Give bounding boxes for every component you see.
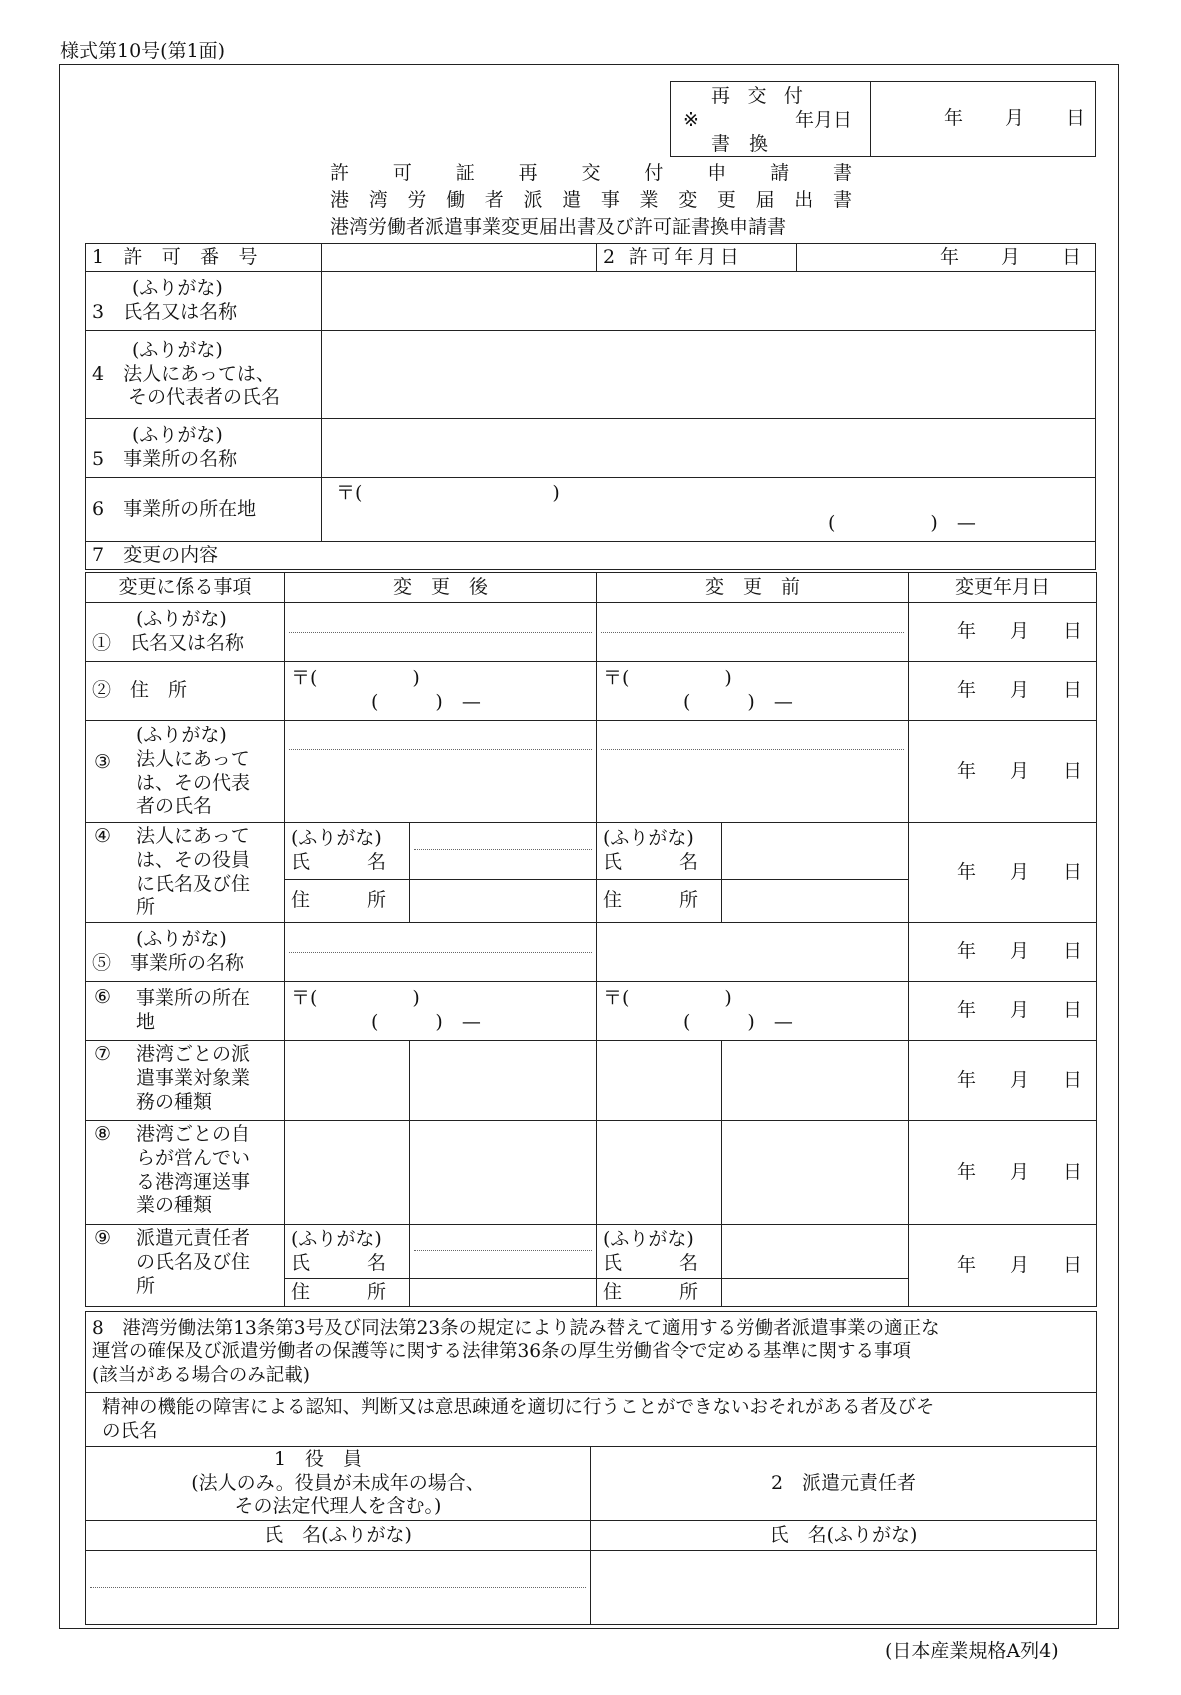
day-label: 日 bbox=[1063, 999, 1083, 1022]
item-7-label-1: 港湾ごとの派 bbox=[136, 1043, 251, 1065]
reissue-date[interactable] bbox=[871, 82, 1096, 157]
rep-label bbox=[86, 331, 322, 419]
month-label: 月 bbox=[1010, 860, 1030, 883]
office-name-label-text: 5 事業所の名称 bbox=[92, 448, 238, 470]
section-8-line-1: 8 港湾労働法第13条第3号及び同法第23条の規定により読み替えて適用する労働者派遣事業の適正な bbox=[92, 1318, 940, 1340]
item-9-after-name-label bbox=[285, 1225, 410, 1279]
name-label: 氏 名 bbox=[291, 1251, 387, 1274]
office-name-field[interactable] bbox=[322, 419, 1096, 478]
item-7-before-2[interactable] bbox=[722, 1041, 909, 1121]
item-8-label-1: 港湾ごとの自 bbox=[136, 1123, 251, 1145]
item-9 bbox=[86, 1225, 285, 1307]
item-5-after[interactable] bbox=[285, 923, 597, 982]
item-8-before-2[interactable] bbox=[722, 1121, 909, 1225]
reissue-label-3: 書 換 bbox=[711, 133, 769, 155]
postal-code: 〒( ) bbox=[291, 667, 420, 690]
item-3-after[interactable] bbox=[285, 721, 597, 823]
year-label: 年 bbox=[956, 940, 976, 963]
name-label: 氏 名 bbox=[291, 851, 387, 873]
item-4-after-name-label bbox=[285, 823, 410, 880]
officer-name-field[interactable] bbox=[86, 1551, 591, 1625]
furigana-label: (ふりがな) bbox=[603, 827, 694, 850]
name-field[interactable] bbox=[322, 272, 1096, 331]
furigana-label: (ふりがな) bbox=[132, 277, 223, 300]
item-9-after-addr[interactable] bbox=[410, 1279, 597, 1307]
month-label: 月 bbox=[1010, 679, 1030, 702]
applicant-table bbox=[85, 243, 1096, 570]
item-4-number: ④ bbox=[94, 825, 112, 847]
col-after: 変 更 後 bbox=[285, 573, 597, 603]
furigana-label: (ふりがな) bbox=[136, 608, 227, 631]
postal-code: 〒( ) bbox=[603, 987, 732, 1010]
rep-field[interactable] bbox=[322, 331, 1096, 419]
item-7 bbox=[86, 1041, 285, 1121]
officers-title: 1 役 員 bbox=[273, 1447, 363, 1470]
item-5-label: ⑤ 事業所の名称 bbox=[92, 952, 245, 974]
item-7-date[interactable] bbox=[909, 1041, 1097, 1121]
item-9-after-addr-label: 住 所 bbox=[285, 1279, 410, 1307]
item-4-before-name[interactable] bbox=[722, 823, 909, 880]
item-3-label-2: は、その代表 bbox=[136, 771, 251, 794]
permit-date-field[interactable] bbox=[797, 244, 1096, 272]
item-8-date[interactable] bbox=[909, 1121, 1097, 1225]
phone-number: ( ) — bbox=[828, 511, 976, 534]
item-4-before-name-label bbox=[597, 823, 722, 880]
title-1: 許 可 証 再 交 付 申 請 書 bbox=[330, 162, 852, 184]
permit-date-label: 2 許可年月日 bbox=[597, 244, 797, 272]
day-label: 日 bbox=[1063, 620, 1083, 643]
item-2: ② 住 所 bbox=[86, 662, 285, 721]
item-8-after-1[interactable] bbox=[285, 1121, 410, 1225]
item-9-label-1: 派遣元責任者 bbox=[136, 1227, 251, 1249]
office-address-label: 6 事業所の所在地 bbox=[86, 478, 322, 542]
item-7-number: ⑦ bbox=[94, 1043, 112, 1065]
item-6-after[interactable] bbox=[285, 982, 597, 1041]
item-9-date[interactable] bbox=[909, 1225, 1097, 1307]
reissue-box bbox=[670, 81, 1096, 157]
title-block bbox=[330, 160, 852, 241]
day-label: 日 bbox=[1063, 940, 1083, 963]
item-5-before[interactable] bbox=[597, 923, 909, 982]
postal-code: 〒( ) bbox=[603, 667, 732, 690]
phone-number: ( ) — bbox=[683, 1011, 793, 1033]
item-9-before-addr-label: 住 所 bbox=[597, 1279, 722, 1307]
furigana-label: (ふりがな) bbox=[603, 1227, 694, 1250]
rep-label-1: 4 法人にあっては、 bbox=[92, 362, 275, 385]
permit-number-label: 1 許 可 番 号 bbox=[86, 244, 322, 272]
question-line-2: の氏名 bbox=[102, 1420, 158, 1442]
item-9-after-name[interactable] bbox=[410, 1225, 597, 1279]
furigana-label: (ふりがな) bbox=[132, 424, 223, 447]
item-6-label-1: 事業所の所在 bbox=[136, 987, 251, 1010]
furigana-label: (ふりがな) bbox=[136, 928, 227, 951]
item-4-label-1: 法人にあって bbox=[136, 825, 250, 847]
item-9-label-2: の氏名及び住 bbox=[136, 1250, 251, 1273]
question-line-1: 精神の機能の障害による認知、判断又は意思疎通を適切に行うことができないおそれがある者及びそ bbox=[102, 1397, 935, 1419]
officers-note-1: (法人のみ。役員が未成年の場合、 bbox=[191, 1471, 485, 1494]
col-item: 変更に係る事項 bbox=[86, 573, 285, 603]
item-3-before[interactable] bbox=[597, 721, 909, 823]
section-8-table bbox=[85, 1311, 1097, 1625]
day-label: 日 bbox=[1065, 107, 1085, 130]
day-label: 日 bbox=[1063, 860, 1083, 883]
item-7-before-1[interactable] bbox=[597, 1041, 722, 1121]
item-6-date[interactable] bbox=[909, 982, 1097, 1041]
item-8-label-4: 業の種類 bbox=[136, 1194, 213, 1217]
item-5 bbox=[86, 923, 285, 982]
month-label: 月 bbox=[1010, 1160, 1030, 1183]
office-name-label bbox=[86, 419, 322, 478]
footer-note: (日本産業規格A列4) bbox=[885, 1640, 1059, 1662]
office-address-field[interactable] bbox=[322, 478, 1096, 542]
day-label: 日 bbox=[1061, 245, 1081, 268]
year-label: 年 bbox=[956, 860, 976, 883]
item-4-after-addr-label: 住 所 bbox=[285, 880, 410, 923]
year-label: 年 bbox=[956, 1253, 976, 1276]
item-9-before-name[interactable] bbox=[722, 1225, 909, 1279]
item-1-after[interactable] bbox=[285, 603, 597, 662]
item-5-date[interactable] bbox=[909, 923, 1097, 982]
officers-header bbox=[86, 1447, 591, 1521]
item-7-label-3: 務の種類 bbox=[136, 1090, 213, 1113]
officer-name-header: 氏 名(ふりがな) bbox=[86, 1521, 591, 1551]
item-9-number: ⑨ bbox=[94, 1227, 112, 1249]
day-label: 日 bbox=[1063, 1253, 1083, 1276]
item-2-after[interactable] bbox=[285, 662, 597, 721]
name-label: 氏 名 bbox=[603, 1251, 699, 1274]
col-date: 変更年月日 bbox=[909, 573, 1097, 603]
officers-note-2: その法定代理人を含む。) bbox=[234, 1495, 442, 1518]
day-label: 日 bbox=[1063, 1068, 1083, 1091]
month-label: 月 bbox=[1010, 999, 1030, 1022]
change-section-label: 7 変更の内容 bbox=[86, 542, 1096, 570]
item-6-before[interactable] bbox=[597, 982, 909, 1041]
title-2: 港 湾 労 働 者 派 遣 事 業 変 更 届 出 書 bbox=[330, 189, 852, 211]
item-6-number: ⑥ bbox=[94, 986, 112, 1008]
item-8 bbox=[86, 1121, 285, 1225]
manager-name-field[interactable] bbox=[591, 1551, 1097, 1625]
item-4-label-2: は、その役員 bbox=[136, 848, 251, 871]
furigana-label: (ふりがな) bbox=[291, 827, 382, 850]
item-3-number: ③ bbox=[94, 751, 112, 773]
item-3-label-1: 法人にあって bbox=[136, 747, 250, 770]
section-8-line-2: 運営の確保及び派遣労働者の保護等に関する法律第36条の厚生労働省令で定める基準に関する事項 bbox=[92, 1341, 912, 1363]
rep-label-2: その代表者の氏名 bbox=[128, 386, 281, 409]
year-label: 年 bbox=[956, 1068, 976, 1091]
item-7-after-2[interactable] bbox=[410, 1041, 597, 1121]
item-4-before-addr[interactable] bbox=[722, 880, 909, 923]
month-label: 月 bbox=[1010, 759, 1030, 782]
month-label: 月 bbox=[1010, 940, 1030, 963]
item-1-date[interactable] bbox=[909, 603, 1097, 662]
year-label: 年 bbox=[956, 679, 976, 702]
item-8-label-2: らが営んでい bbox=[136, 1146, 251, 1169]
item-7-label-2: 遣事業対象業 bbox=[136, 1066, 251, 1089]
item-4-label-3: に氏名及び住 bbox=[136, 872, 251, 895]
reissue-label bbox=[671, 82, 871, 157]
section-8-line-3: (該当がある場合のみ記載) bbox=[92, 1364, 310, 1386]
manager-header: 2 派遣元責任者 bbox=[591, 1447, 1097, 1521]
item-8-after-2[interactable] bbox=[410, 1121, 597, 1225]
item-1-label: ① 氏名又は名称 bbox=[92, 632, 245, 654]
item-4-before-addr-label: 住 所 bbox=[597, 880, 722, 923]
form-id: 様式第10号(第1面) bbox=[60, 40, 226, 62]
year-label: 年 bbox=[956, 759, 976, 782]
reissue-label-1: 再 交 付 bbox=[711, 85, 809, 107]
day-label: 日 bbox=[1063, 759, 1083, 782]
year-label: 年 bbox=[956, 1160, 976, 1183]
day-label: 日 bbox=[1063, 679, 1083, 702]
furigana-label: (ふりがな) bbox=[291, 1227, 382, 1250]
year-label: 年 bbox=[956, 999, 976, 1022]
month-label: 月 bbox=[1010, 1068, 1030, 1091]
section-8-text bbox=[86, 1312, 1097, 1393]
item-4 bbox=[86, 823, 285, 923]
phone-number: ( ) — bbox=[683, 691, 793, 713]
postal-code: 〒( ) bbox=[291, 987, 420, 1010]
item-4-after-name[interactable] bbox=[410, 823, 597, 880]
phone-number: ( ) — bbox=[371, 691, 481, 713]
year-label: 年 bbox=[956, 620, 976, 643]
item-8-number: ⑧ bbox=[94, 1123, 112, 1145]
permit-number-field[interactable] bbox=[322, 244, 597, 272]
reissue-date-label: 年月日 bbox=[795, 109, 853, 131]
month-label: 月 bbox=[1000, 245, 1020, 268]
furigana-label: (ふりがな) bbox=[132, 338, 223, 361]
month-label: 月 bbox=[1010, 1253, 1030, 1276]
furigana-label: (ふりがな) bbox=[136, 724, 227, 746]
item-4-after-addr[interactable] bbox=[410, 880, 597, 923]
item-1 bbox=[86, 603, 285, 662]
name-label-text: 3 氏名又は名称 bbox=[92, 301, 238, 323]
postal-code: 〒( ) bbox=[336, 482, 560, 504]
section-8-question bbox=[86, 1393, 1097, 1447]
name-label bbox=[86, 272, 322, 331]
month-label: 月 bbox=[1004, 107, 1024, 130]
item-8-before-1[interactable] bbox=[597, 1121, 722, 1225]
manager-name-header: 氏 名(ふりがな) bbox=[591, 1521, 1097, 1551]
item-6 bbox=[86, 982, 285, 1041]
year-label: 年 bbox=[943, 107, 963, 130]
item-3-date[interactable] bbox=[909, 721, 1097, 823]
item-2-date[interactable] bbox=[909, 662, 1097, 721]
change-table bbox=[85, 572, 1097, 1307]
item-3 bbox=[86, 721, 285, 823]
item-9-before-name-label bbox=[597, 1225, 722, 1279]
name-label: 氏 名 bbox=[603, 851, 699, 873]
item-6-label-2: 地 bbox=[136, 1011, 156, 1033]
title-3: 港湾労働者派遣事業変更届出書及び許可証書換申請書 bbox=[330, 216, 787, 238]
phone-number: ( ) — bbox=[371, 1011, 481, 1033]
item-3-label-3: 者の氏名 bbox=[136, 795, 213, 818]
item-8-label-3: る港湾運送事 bbox=[136, 1170, 251, 1193]
item-9-before-addr[interactable] bbox=[722, 1279, 909, 1307]
item-2-before[interactable] bbox=[597, 662, 909, 721]
item-4-date[interactable] bbox=[909, 823, 1097, 923]
year-label: 年 bbox=[939, 245, 959, 268]
item-4-label-4: 所 bbox=[136, 896, 156, 919]
item-9-label-3: 所 bbox=[136, 1274, 156, 1297]
col-before: 変 更 前 bbox=[597, 573, 909, 603]
reissue-mark: ※ bbox=[683, 109, 699, 131]
item-1-before[interactable] bbox=[597, 603, 909, 662]
month-label: 月 bbox=[1010, 620, 1030, 643]
item-7-after-1[interactable] bbox=[285, 1041, 410, 1121]
day-label: 日 bbox=[1063, 1160, 1083, 1183]
